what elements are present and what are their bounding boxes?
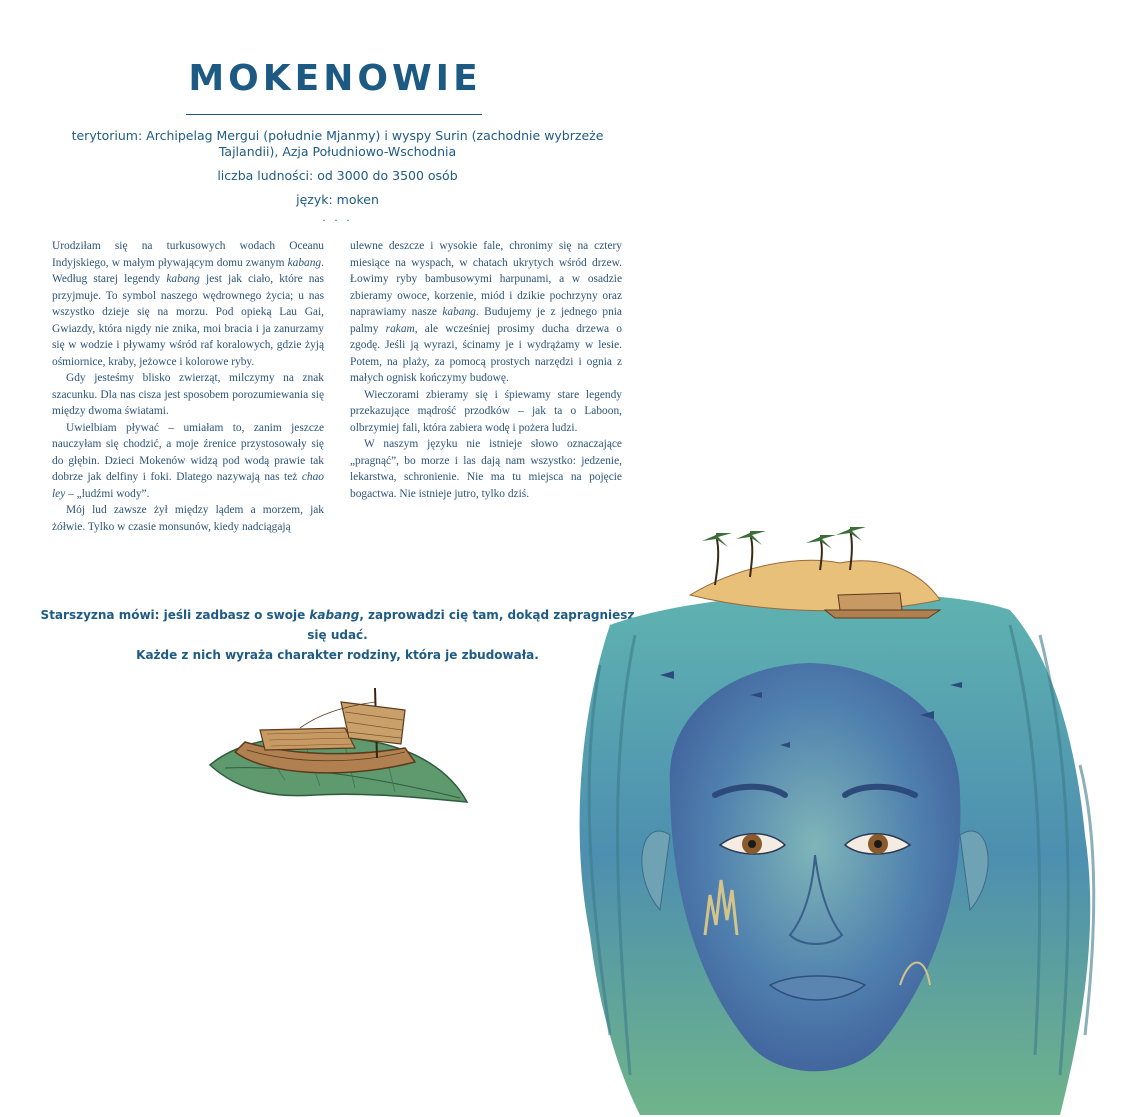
boat-illustration [205, 680, 475, 815]
page-title: MOKENOWIE [188, 58, 482, 99]
text-column-right [350, 238, 622, 502]
paragraph: ulewne deszcze i wysokie fale, chronimy się na cztery miesiące na wyspach, w chatach ukrytych wśród drzew. Łowimy ryby bambusowymi harpunami, a w osadzie zbieramy owoce, korzenie, miód i dzikie pochrzyny oraz naprawiamy nasze kabang. Budujemy je z jednego pnia palmy rakam, ale wcześniej prosimy ducha drzewa o zgodę. Jeśli ją wyrazi, ścinamy je i wydrążamy w lesie. Potem, na plaży, za pomocą prostych narzędzi i ognia z małych ognisk kończymy budowę. [350, 240, 622, 384]
paragraph: Wieczorami zbieramy się i śpiewamy stare legendy przekazujące mądrość przodków – jak ta o Laboon, olbrzymiej fali, która zabiera wodę i pożera ludzi. [350, 388, 622, 434]
elders-quote: Starszyzna mówi: jeśli zadbasz o swoje kabang, zaprowadzi cię tam, dokąd zapragniesz się udać. Każde z nich wyraża charakter rodziny, która je zbudowała. [40, 608, 635, 662]
paragraph: Uwielbiam pływać – umiałam to, zanim jeszcze nauczyłam się chodzić, a moje źrenice przystosowały się do głębin. Dzieci Mokenów widzą pod wodą prawie tak dobrze jak delfiny i foki. Dlatego nazywają nas też chao ley – „ludźmi wody”. [52, 421, 324, 500]
population-line: liczba ludności: od 3000 do 3500 osób [217, 168, 458, 183]
paragraph: Gdy jesteśmy blisko zwierząt, milczymy na znak szacunku. Dla nas cisza jest sposobem porozumiewania się między dwoma światami. [52, 372, 324, 417]
paragraph: W naszym języku nie istnieje słowo oznaczające „pragnąć”, bo morze i las dają nam wszystko: jedzenie, lekarstwa, schronienie. Nie ma tu miejsca na pojęcie bogactwa. Nie istnieje jutro, tylko dziś. [350, 438, 622, 500]
paragraph: Urodziłam się na turkusowych wodach Oceanu Indyjskiego, w małym pływającym domu zwanym kabang. Według starej legendy kabang jest jak ciało, które nas przyjmuje. To symbol naszego wędrownego życia; u nas wszystko dzieje się na morzu. Pod opieką Lau Gai, Gwiazdy, która nigdy nie znika, moi bracia i ja zanurzamy się w wodzie i pływamy wśród raf koralowych, gdzie żyją ośmiornice, kraby, jeżowce i kolorowe ryby. [52, 240, 324, 368]
text-column-left [52, 238, 324, 535]
language-line: język: moken [296, 192, 379, 207]
territory-line-2: Tajlandii), Azja Południowo-Wschodnia [218, 144, 457, 159]
title-underline [186, 114, 482, 115]
paragraph: Mój lud zawsze żył między lądem a morzem, jak żółwie. Tylko w czasie monsunów, kiedy nadciągają [52, 504, 324, 533]
separator-dots: . . . [322, 210, 353, 224]
face-illustration [540, 515, 1115, 1115]
territory-line-1: terytorium: Archipelag Mergui (południe Mjanmy) i wyspy Surin (zachodnie wybrzeże [71, 128, 604, 143]
